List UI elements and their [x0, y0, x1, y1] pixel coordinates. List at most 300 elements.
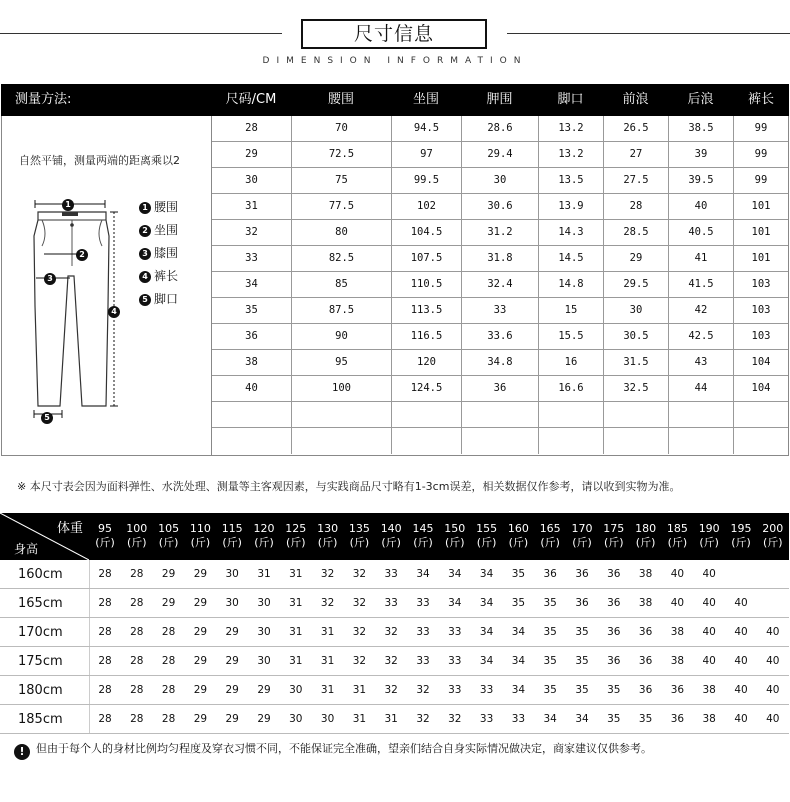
size-cell: 13.9 [539, 194, 604, 220]
fit-cell: 40 [702, 655, 716, 667]
fit-cell: 38 [638, 568, 653, 580]
fit-cell: 40 [734, 713, 748, 725]
fit-cell: 31 [352, 713, 367, 725]
size-cell: 31 [212, 194, 292, 220]
size-cell: 33 [462, 298, 539, 324]
weight-value: 200 [762, 522, 784, 535]
fit-cell: 33 [416, 597, 430, 609]
weight-unit: (斤) [445, 536, 465, 549]
size-cell [539, 428, 604, 454]
size-cell: 31.2 [462, 220, 539, 246]
size-cell: 100 [292, 376, 392, 402]
weight-col-header [661, 522, 693, 550]
size-cell: 39.5 [669, 168, 734, 194]
fit-row [0, 589, 789, 618]
weight-axis-label: 体重 [56, 521, 83, 536]
size-cell: 28.5 [604, 220, 669, 246]
fit-cell: 36 [670, 713, 685, 725]
fit-cell: 40 [766, 713, 780, 725]
height-label: 180cm [18, 683, 63, 698]
fit-cell: 34 [479, 626, 494, 638]
fit-cell: 40 [734, 597, 748, 609]
fit-cell: 34 [448, 568, 462, 580]
size-cell [292, 428, 392, 454]
size-cell [392, 402, 462, 428]
fit-cell: 33 [448, 655, 462, 667]
weight-value: 155 [476, 522, 498, 535]
fit-cell: 30 [289, 684, 303, 696]
weight-col-header [375, 522, 407, 550]
size-cell [462, 402, 539, 428]
fit-cell: 35 [607, 684, 621, 696]
fit-cell: 32 [416, 684, 430, 696]
weight-value: 120 [253, 522, 275, 535]
fit-cell: 29 [225, 684, 239, 696]
size-cell: 27 [604, 142, 669, 168]
weight-value: 185 [666, 522, 688, 535]
fit-cell: 32 [384, 684, 398, 696]
fit-cell: 34 [479, 597, 494, 609]
fit-cell: 35 [575, 655, 589, 667]
fit-cell: 40 [766, 684, 780, 696]
fit-cell: 30 [257, 626, 271, 638]
weight-unit: (斤) [476, 536, 497, 549]
weight-unit: (斤) [222, 536, 242, 549]
size-cell: 80 [292, 220, 392, 246]
fit-cell: 34 [543, 713, 557, 725]
weight-value: 130 [317, 522, 339, 535]
fit-cell: 31 [352, 684, 367, 696]
size-cell: 29 [604, 246, 669, 272]
size-cell: 38 [212, 350, 292, 376]
size-cell [734, 402, 788, 428]
fit-cell: 28 [130, 684, 144, 696]
size-cell [539, 402, 604, 428]
method-text: 自然平铺，测量两端的距离乘以2 [19, 154, 180, 167]
fit-cell: 36 [575, 568, 589, 580]
fit-cell: 32 [352, 626, 367, 638]
weight-col-header [89, 522, 121, 550]
weight-col-header [407, 522, 439, 550]
size-cell: 90 [292, 324, 392, 350]
fit-cell: 31 [320, 655, 335, 667]
weight-col-header [280, 522, 312, 550]
size-cell: 14.3 [539, 220, 604, 246]
fit-cell: 29 [257, 713, 271, 725]
size-cell: 107.5 [392, 246, 462, 272]
size-cell: 16.6 [539, 376, 604, 402]
size-cell: 124.5 [392, 376, 462, 402]
size-cell: 30.6 [462, 194, 539, 220]
fit-cell: 28 [98, 655, 112, 667]
size-cell: 31.5 [604, 350, 669, 376]
size-cell: 27.5 [604, 168, 669, 194]
fit-cell: 32 [352, 597, 367, 609]
size-cell: 15.5 [539, 324, 604, 350]
weight-value: 135 [348, 522, 370, 535]
size-cell: 99 [754, 148, 768, 160]
fit-cell: 28 [130, 626, 144, 638]
size-cell: 104 [751, 356, 771, 368]
fit-cell: 35 [511, 597, 526, 609]
fit-cell: 40 [670, 568, 685, 580]
size-cell: 94.5 [392, 116, 462, 142]
size-cell [669, 428, 734, 454]
size-cell: 36 [462, 376, 539, 402]
size-row [212, 116, 788, 142]
weight-col-header [757, 522, 789, 550]
measurement-guide [1, 116, 211, 456]
fit-cell: 33 [416, 655, 430, 667]
fit-cell: 28 [98, 684, 112, 696]
fit-cell: 29 [193, 626, 208, 638]
legend-item-seat: 2 坐围 [139, 221, 178, 238]
weight-value: 195 [730, 522, 752, 535]
size-row [212, 376, 788, 402]
fit-cell: 28 [98, 713, 112, 725]
weight-value: 115 [221, 522, 243, 535]
size-cell [462, 428, 539, 454]
header-rule-right [507, 33, 790, 34]
size-col-header: 腰围 [327, 92, 354, 107]
size-col-header: 裤长 [747, 92, 774, 107]
weight-unit: (斤) [635, 536, 656, 549]
fit-cell: 38 [702, 713, 716, 725]
size-cell: 85 [292, 272, 392, 298]
weight-unit: (斤) [190, 536, 211, 549]
height-label: 185cm [18, 712, 63, 727]
size-cell: 41 [669, 246, 734, 272]
size-cell: 38.5 [669, 116, 734, 142]
weight-unit: (斤) [508, 536, 529, 549]
fit-cell: 29 [225, 626, 239, 638]
fit-cell: 33 [479, 713, 494, 725]
size-cell: 16 [539, 350, 604, 376]
size-cell: 39 [669, 142, 734, 168]
weight-value: 95 [98, 522, 112, 535]
fit-cell: 34 [416, 568, 430, 580]
height-axis-label: 身高 [14, 542, 39, 556]
size-row [212, 298, 788, 324]
size-cell: 34.8 [462, 350, 539, 376]
size-cell: 14.8 [539, 272, 604, 298]
fit-cell: 32 [320, 568, 335, 580]
fit-cell: 35 [638, 713, 653, 725]
size-row [212, 194, 788, 220]
size-cell: 103 [751, 330, 771, 342]
fit-cell: 36 [638, 684, 653, 696]
fit-cell: 31 [320, 626, 335, 638]
size-cell: 99 [754, 122, 768, 134]
weight-unit: (斤) [158, 536, 179, 549]
size-cell: 113.5 [392, 298, 462, 324]
size-cell [604, 402, 669, 428]
fit-cell: 36 [607, 626, 621, 638]
fit-cell: 33 [448, 626, 462, 638]
fit-cell: 40 [702, 597, 716, 609]
fit-cell: 32 [320, 597, 335, 609]
size-cell: 44 [669, 376, 734, 402]
weight-unit: (斤) [95, 536, 115, 549]
fit-row [0, 676, 789, 705]
fit-cell: 34 [448, 597, 462, 609]
size-cell: 29.5 [604, 272, 669, 298]
size-cell: 116.5 [392, 324, 462, 350]
size-cell [392, 428, 462, 454]
fit-cell: 36 [607, 597, 621, 609]
fit-cell: 29 [193, 713, 208, 725]
size-cell: 31.8 [462, 246, 539, 272]
size-cell [212, 402, 292, 428]
fit-cell: 31 [289, 626, 303, 638]
fit-cell: 38 [702, 684, 716, 696]
fit-cell: 33 [416, 626, 430, 638]
fit-cell: 33 [479, 684, 494, 696]
size-cell: 104 [751, 382, 771, 394]
fit-cell: 40 [766, 626, 780, 638]
weight-col-header [248, 522, 280, 550]
fit-cell: 35 [543, 597, 557, 609]
fit-cell: 31 [320, 684, 335, 696]
size-cell: 34 [212, 272, 292, 298]
size-cell: 28 [604, 194, 669, 220]
size-cell: 82.5 [292, 246, 392, 272]
size-cell: 42 [669, 298, 734, 324]
fit-cell: 33 [448, 684, 462, 696]
fit-cell: 36 [543, 568, 557, 580]
weight-col-header [184, 522, 216, 550]
pants-diagram [2, 116, 212, 456]
fit-cell: 29 [161, 597, 176, 609]
height-label: 165cm [18, 596, 63, 611]
diagram-marker-3: 3 [44, 271, 59, 285]
weight-unit: (斤) [667, 536, 688, 549]
size-cell [734, 428, 788, 454]
size-row [212, 402, 788, 428]
fit-cell: 28 [130, 568, 144, 580]
size-cell: 30 [604, 298, 669, 324]
fit-cell: 32 [352, 568, 367, 580]
size-cell: 87.5 [292, 298, 392, 324]
fit-cell: 34 [511, 655, 526, 667]
size-cell: 28.6 [462, 116, 539, 142]
size-row [212, 428, 788, 454]
fit-cell: 28 [98, 568, 112, 580]
weight-col-header [439, 522, 471, 550]
fit-cell: 40 [670, 597, 685, 609]
fit-cell: 34 [511, 684, 526, 696]
legend-item-knee: 3 膝围 [139, 244, 178, 261]
fit-cell: 29 [161, 568, 176, 580]
fit-cell: 33 [511, 713, 526, 725]
size-row [212, 168, 788, 194]
fit-cell: 36 [638, 655, 653, 667]
weight-value: 180 [635, 522, 657, 535]
diagram-marker-1: 1 [62, 197, 77, 211]
weight-unit: (斤) [604, 536, 624, 549]
method-label: 测量方法: [15, 92, 72, 107]
weight-unit: (斤) [572, 536, 592, 549]
fit-cell: 36 [670, 684, 685, 696]
fit-cell: 36 [607, 655, 621, 667]
size-cell: 41.5 [669, 272, 734, 298]
fit-cell: 35 [543, 684, 557, 696]
size-row [212, 324, 788, 350]
size-cell: 104.5 [392, 220, 462, 246]
fit-cell: 30 [257, 655, 271, 667]
fit-cell: 29 [193, 655, 208, 667]
weight-col-header [502, 522, 534, 550]
legend-item-length: 4 裤长 [139, 267, 178, 284]
size-table-body [211, 116, 789, 456]
fit-cell: 31 [384, 713, 398, 725]
legend-item-hem: 5 脚口 [139, 290, 178, 307]
fit-cell: 30 [320, 713, 335, 725]
fit-cell: 35 [543, 655, 557, 667]
size-cell: 13.2 [539, 116, 604, 142]
fit-cell: 28 [161, 655, 176, 667]
fit-cell: 35 [607, 713, 621, 725]
size-cell: 40 [212, 376, 292, 402]
weight-unit: (斤) [349, 536, 370, 549]
weight-col-header [725, 522, 757, 550]
height-label: 175cm [18, 654, 63, 669]
size-cell: 13.2 [539, 142, 604, 168]
size-cell: 42.5 [669, 324, 734, 350]
fit-cell: 40 [702, 568, 716, 580]
weight-unit: (斤) [413, 536, 433, 549]
weight-col-header [153, 522, 185, 550]
size-col-header: 脚口 [557, 92, 584, 107]
fit-cell: 28 [98, 626, 112, 638]
size-cell: 77.5 [292, 194, 392, 220]
fit-cell: 35 [543, 626, 557, 638]
size-row [212, 220, 788, 246]
fit-cell: 30 [225, 597, 239, 609]
weight-col-header [121, 522, 153, 550]
weight-value: 140 [380, 522, 402, 535]
weight-value: 175 [603, 522, 625, 535]
size-disclaimer: ※ 本尺寸表会因为面料弹性、水洗处理、测量等主客观因素，与实践商品尺寸略有1-3cm误差，相关数据仅作参考，请以收到实物为准。 [17, 480, 681, 493]
size-col-header: 尺码/CM [225, 92, 277, 107]
fit-cell: 33 [384, 597, 398, 609]
weight-col-header [471, 522, 503, 550]
size-cell: 99 [754, 174, 768, 186]
size-cell: 72.5 [292, 142, 392, 168]
fit-cell: 34 [479, 655, 494, 667]
size-cell: 32 [212, 220, 292, 246]
size-cell: 26.5 [604, 116, 669, 142]
weight-value: 165 [539, 522, 561, 535]
fit-cell: 29 [225, 713, 239, 725]
size-cell [212, 428, 292, 454]
weight-col-header [312, 522, 344, 550]
fit-cell: 34 [575, 713, 589, 725]
weight-value: 170 [571, 522, 593, 535]
size-row [212, 272, 788, 298]
size-cell: 120 [392, 350, 462, 376]
fit-cell: 29 [193, 597, 208, 609]
size-cell: 30 [462, 168, 539, 194]
height-label: 170cm [18, 625, 63, 640]
size-row [212, 350, 788, 376]
weight-value: 105 [158, 522, 180, 535]
weight-unit: (斤) [699, 536, 719, 549]
fit-cell: 40 [734, 684, 748, 696]
size-col-header: 胛围 [486, 92, 513, 107]
weight-unit: (斤) [763, 536, 783, 549]
fit-cell: 31 [289, 568, 303, 580]
size-cell: 30.5 [604, 324, 669, 350]
fit-cell: 40 [734, 626, 748, 638]
weight-value: 150 [444, 522, 466, 535]
fit-cell: 31 [257, 568, 271, 580]
diagram-marker-4: 4 [108, 304, 123, 318]
size-cell [292, 402, 392, 428]
legend-item-waist: 1 腰围 [139, 198, 178, 215]
fit-cell: 29 [193, 684, 208, 696]
weight-value: 190 [698, 522, 720, 535]
fit-cell: 32 [448, 713, 462, 725]
fit-cell: 31 [289, 655, 303, 667]
size-cell: 33 [212, 246, 292, 272]
fit-cell: 32 [352, 655, 367, 667]
weight-unit: (斤) [731, 536, 751, 549]
size-cell: 36 [212, 324, 292, 350]
fit-cell: 32 [384, 626, 398, 638]
weight-col-header [630, 522, 662, 550]
weight-unit: (斤) [540, 536, 560, 549]
size-cell: 13.5 [539, 168, 604, 194]
fit-cell: 38 [670, 626, 685, 638]
fit-cell: 29 [193, 568, 208, 580]
weight-unit: (斤) [254, 536, 274, 549]
weight-col-header [598, 522, 630, 550]
fit-cell: 33 [384, 568, 398, 580]
fit-cell: 31 [289, 597, 303, 609]
fit-cell: 28 [161, 713, 176, 725]
fit-cell: 36 [638, 626, 653, 638]
size-cell: 101 [751, 252, 771, 264]
fit-cell: 36 [607, 568, 621, 580]
fit-cell: 29 [225, 655, 239, 667]
size-cell: 33.6 [462, 324, 539, 350]
size-cell: 101 [751, 200, 771, 212]
weight-col-header [693, 522, 725, 550]
fit-cell: 36 [575, 597, 589, 609]
size-cell: 103 [751, 278, 771, 290]
fit-cell: 38 [638, 597, 653, 609]
fit-cell: 28 [161, 684, 176, 696]
size-cell: 40 [669, 194, 734, 220]
weight-unit: (斤) [127, 536, 147, 549]
page-subtitle: DIMENSION INFORMATION [262, 56, 528, 66]
size-row [212, 246, 788, 272]
size-cell: 110.5 [392, 272, 462, 298]
size-cell: 70 [292, 116, 392, 142]
size-cell: 99.5 [392, 168, 462, 194]
fit-cell: 35 [511, 568, 526, 580]
fit-table-corner [0, 513, 89, 560]
size-cell: 28 [212, 116, 292, 142]
fit-cell: 32 [384, 655, 398, 667]
page-title: 尺寸信息 [301, 19, 487, 49]
size-cell [669, 402, 734, 428]
weight-value: 160 [507, 522, 529, 535]
fit-disclaimer [14, 740, 652, 760]
size-cell: 30 [212, 168, 292, 194]
header-rule-left [0, 33, 282, 34]
